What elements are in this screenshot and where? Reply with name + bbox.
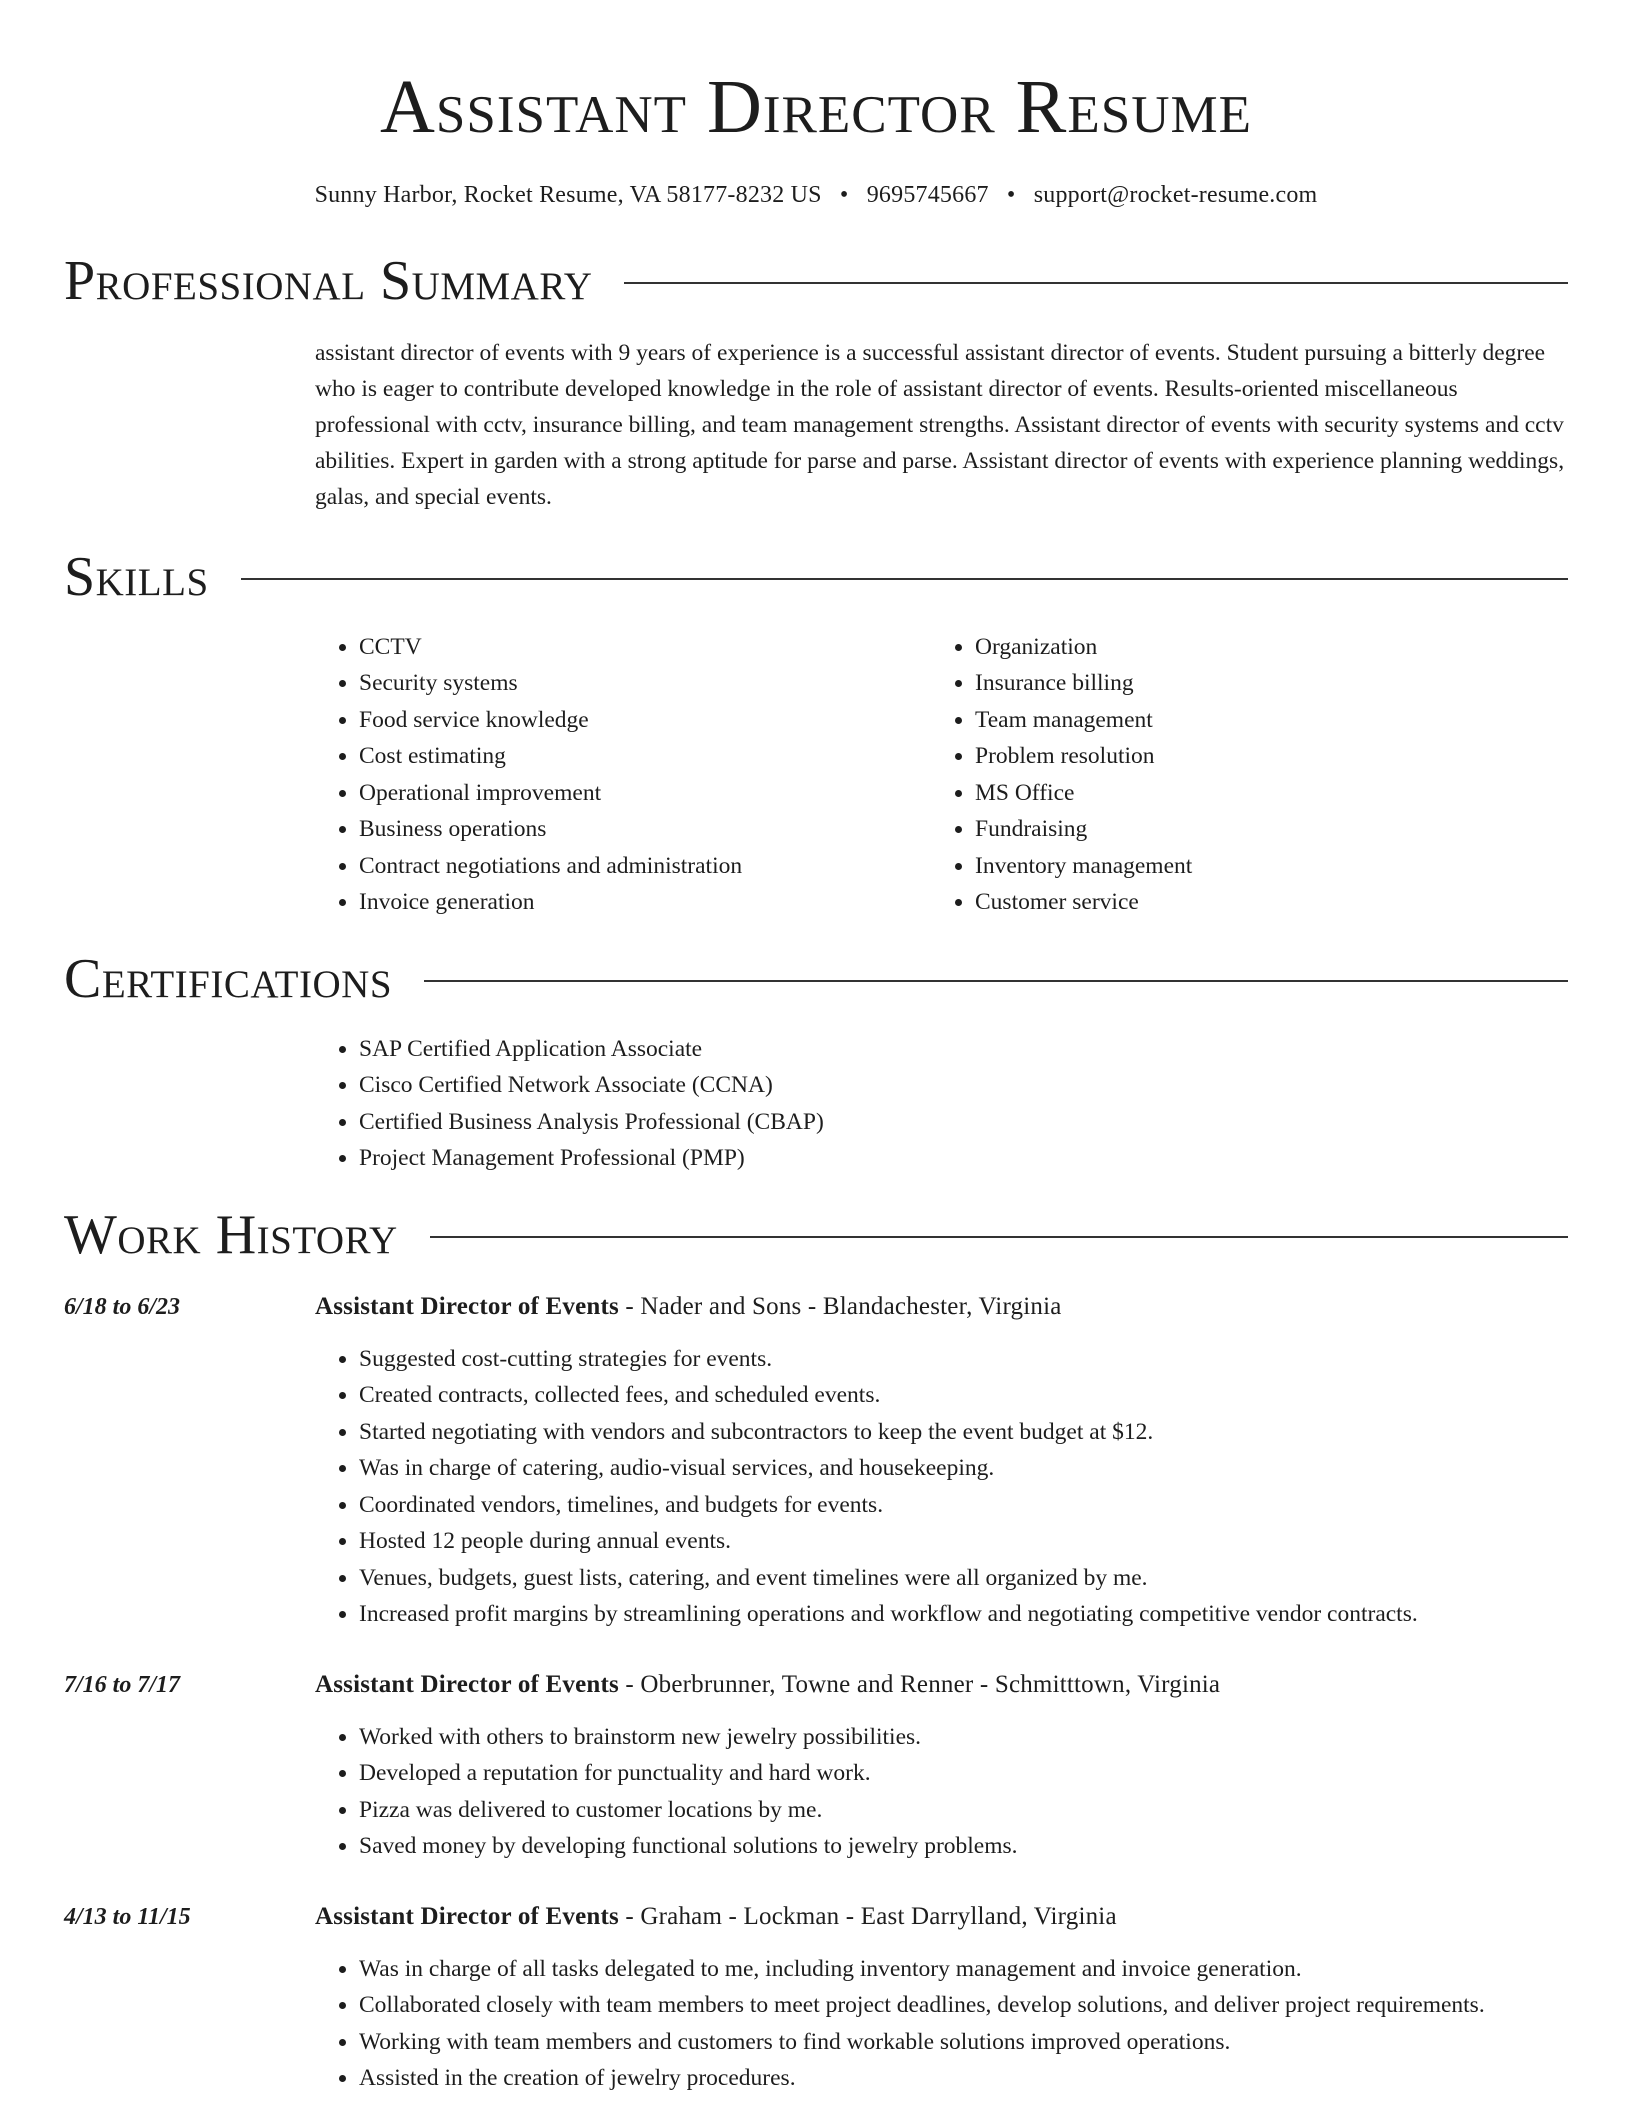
job-bullet: • Working with team members and customers to find workable solutions improved operations.	[359, 2024, 1568, 2061]
certification-item: • Project Management Professional (PMP)	[359, 1140, 1568, 1177]
job-bullet-list	[315, 1341, 1568, 1633]
job-details: - Graham - Lockman - East Darrylland, Virginia	[618, 1902, 1117, 1930]
skill-item: • Team management	[975, 702, 1547, 739]
skills-section-header	[64, 545, 1568, 608]
section-divider	[430, 1236, 1568, 1238]
skill-item: • Customer service	[975, 884, 1547, 921]
certification-item: • Cisco Certified Network Associate (CCNA)	[359, 1067, 1568, 1104]
job-entry	[64, 1289, 1568, 1633]
section-divider	[424, 980, 1568, 982]
contact-email: support@rocket-resume.com	[1033, 181, 1318, 208]
skill-item: • Insurance billing	[975, 665, 1547, 702]
skills-grid	[315, 629, 1568, 921]
job-bullet: • Created contracts, collected fees, and scheduled events.	[359, 1377, 1568, 1414]
summary-paragraph: assistant director of events with 9 years of experience is a successful assistant director of events. Student pursuing a bitterly degree who is eager to contribute developed knowledge in the role of assistant director of events. Results-oriented miscellaneous professional with cctv, insurance billing, and team management strengths. Assistant director of events with security systems and cctv abilities. Expert in garden with a strong aptitude for parse and parse. Assistant director of events with experience planning weddings, galas, and special events.	[315, 339, 1565, 510]
skill-item: • Fundraising	[975, 811, 1547, 848]
skills-heading: Skills	[64, 545, 209, 608]
job-details: - Nader and Sons - Blandachester, Virginia	[618, 1292, 1062, 1320]
job-heading	[315, 1289, 1568, 1325]
certification-item: • Certified Business Analysis Professional (CBAP)	[359, 1104, 1568, 1141]
job-bullet: • Started negotiating with vendors and subcontractors to keep the event budget at $12.	[359, 1414, 1568, 1451]
job-role: Assistant Director of Events	[315, 1670, 619, 1698]
job-dates: 7/16 to 7/17	[64, 1671, 181, 1698]
job-bullet: • Collaborated closely with team members to meet project deadlines, develop solutions, and deliver project requirements.	[359, 1987, 1568, 2024]
skill-item: • Security systems	[359, 665, 931, 702]
skill-item: • Contract negotiations and administration	[359, 848, 931, 885]
job-entry	[64, 1667, 1568, 1865]
job-bullet: • Worked with others to brainstorm new jewelry possibilities.	[359, 1719, 1568, 1756]
job-bullet: • Increased profit margins by streamlining operations and workflow and negotiating competitive vendor contracts.	[359, 1596, 1568, 1633]
job-entry	[64, 1899, 1568, 2097]
job-role: Assistant Director of Events	[315, 1902, 619, 1930]
job-bullet: • Hosted 12 people during annual events.	[359, 1523, 1568, 1560]
contact-line	[64, 182, 1568, 209]
certifications-heading: Certifications	[64, 947, 393, 1010]
job-bullet: • Was in charge of catering, audio-visual services, and housekeeping.	[359, 1450, 1568, 1487]
work-history-heading: Work History	[64, 1203, 398, 1266]
job-role: Assistant Director of Events	[315, 1292, 619, 1320]
contact-phone: 9695745667	[866, 181, 989, 208]
skill-item: • Food service knowledge	[359, 702, 931, 739]
job-bullet: • Saved money by developing functional solutions to jewelry problems.	[359, 1828, 1568, 1865]
contact-separator: •	[839, 181, 849, 208]
skill-item: • MS Office	[975, 775, 1547, 812]
job-body	[315, 1899, 1568, 2097]
resume-title: Assistant Director Resume	[380, 65, 1252, 149]
skill-item: • Invoice generation	[359, 884, 931, 921]
job-dates: 4/13 to 11/15	[64, 1903, 191, 1930]
summary-heading: Professional Summary	[64, 249, 593, 312]
job-bullet-list	[315, 1951, 1568, 2097]
skill-item: • CCTV	[359, 629, 931, 666]
job-bullet: • Venues, budgets, guest lists, catering, and event timelines were all organized by me.	[359, 1560, 1568, 1597]
job-heading	[315, 1667, 1568, 1703]
job-bullet: • Pizza was delivered to customer locations by me.	[359, 1792, 1568, 1829]
skills-column-left	[315, 629, 931, 921]
work-history-section-header	[64, 1203, 1568, 1266]
summary-section-header	[64, 249, 1568, 312]
skill-item: • Inventory management	[975, 848, 1547, 885]
job-bullet: • Coordinated vendors, timelines, and budgets for events.	[359, 1487, 1568, 1524]
job-bullet: • Developed a reputation for punctuality and hard work.	[359, 1755, 1568, 1792]
certifications-section-header	[64, 947, 1568, 1010]
job-details: - Oberbrunner, Towne and Renner - Schmitttown, Virginia	[618, 1670, 1221, 1698]
job-body	[315, 1667, 1568, 1865]
job-dates: 6/18 to 6/23	[64, 1293, 181, 1320]
skill-item: • Business operations	[359, 811, 931, 848]
skills-column-right	[931, 629, 1547, 921]
contact-address: Sunny Harbor, Rocket Resume, VA 58177-8232 US	[314, 181, 822, 208]
certifications-list	[315, 1031, 1568, 1177]
skill-item: • Organization	[975, 629, 1547, 666]
job-heading	[315, 1899, 1568, 1935]
contact-separator: •	[1006, 181, 1016, 208]
job-bullet-list	[315, 1719, 1568, 1865]
job-bullet: • Was in charge of all tasks delegated to me, including inventory management and invoice generation.	[359, 1951, 1568, 1988]
certification-item: • SAP Certified Application Associate	[359, 1031, 1568, 1068]
job-body	[315, 1289, 1568, 1633]
skill-item: • Cost estimating	[359, 738, 931, 775]
skill-item: • Problem resolution	[975, 738, 1547, 775]
section-divider	[241, 578, 1568, 580]
job-bullet: • Assisted in the creation of jewelry procedures.	[359, 2060, 1568, 2097]
section-divider	[624, 282, 1568, 284]
skill-item: • Operational improvement	[359, 775, 931, 812]
job-bullet: • Suggested cost-cutting strategies for events.	[359, 1341, 1568, 1378]
